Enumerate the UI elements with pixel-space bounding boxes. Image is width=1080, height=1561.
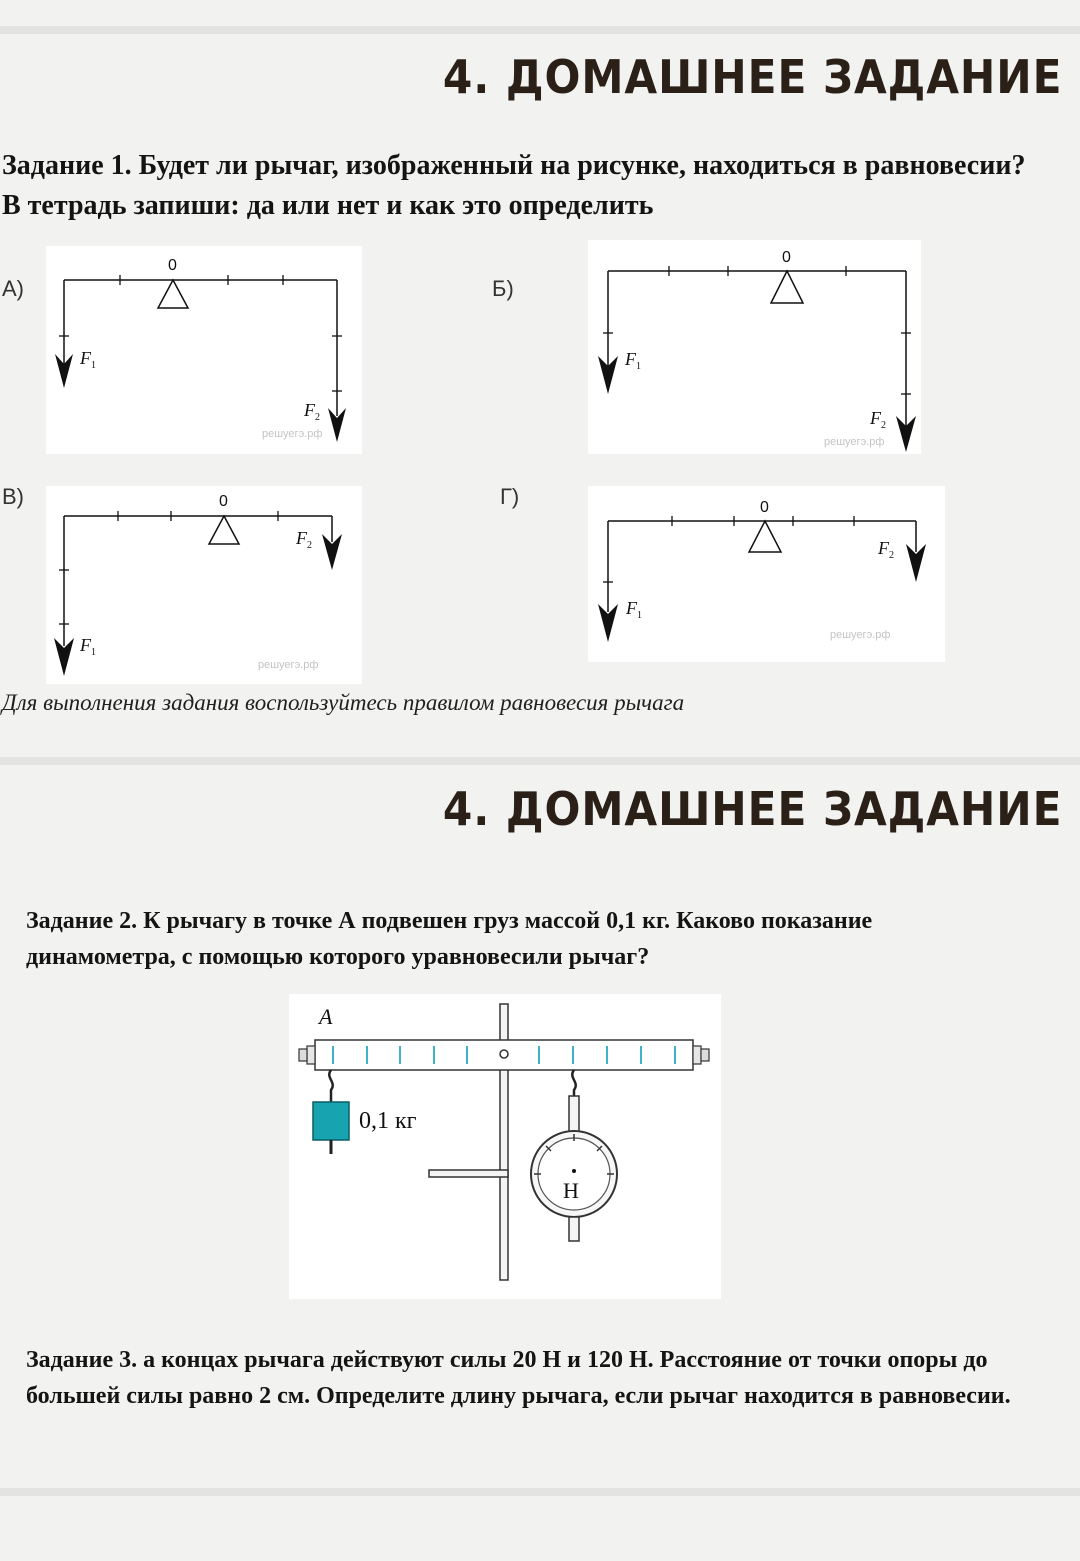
top-separator: [0, 26, 1080, 34]
option-b-label: Б): [492, 276, 514, 301]
pivot-zero-label: 0: [782, 249, 791, 266]
bottom-separator: [0, 1488, 1080, 1496]
option-v-label: В): [2, 484, 24, 509]
pivot-zero-label: 0: [760, 499, 769, 516]
force-f1-label: $F_1$: [625, 349, 641, 372]
slide2-title: 4. ДОМАШНЕЕ ЗАДАНИЕ: [442, 782, 1062, 836]
figure-option-v: [46, 486, 362, 684]
figure-option-b: [588, 240, 921, 454]
watermark: решуегэ.рф: [830, 629, 891, 641]
hint-note: Для выполнения задания воспользуйтесь правилом равновесия рычага: [2, 690, 685, 715]
pivot-zero-label: 0: [219, 493, 228, 510]
force-f2-label: $F_2$: [304, 400, 320, 423]
task2-text: Задание 2. К рычагу в точке А подвешен груз массой 0,1 кг. Каково показание динамометра, с помощью которого уравновесили рычаг?: [26, 908, 873, 970]
force-f1-label: $F_1$: [80, 635, 96, 658]
watermark: решуегэ.рф: [262, 428, 323, 440]
force-f2-label: $F_2$: [296, 528, 312, 551]
option-g-label: Г): [500, 484, 520, 509]
force-f2-label: $F_2$: [878, 538, 894, 561]
task3-text: Задание 3. а концах рычага действуют силы 20 Н и 120 Н. Расстояние от точки опоры до большей силы равно 2 см. Определите длину рычага, если рычаг находится в равновесии.: [26, 1347, 1011, 1409]
force-f1-label: $F_1$: [626, 598, 642, 621]
option-a-label: А): [2, 276, 24, 301]
figure-option-g: [588, 486, 945, 662]
slide1-title: 4. ДОМАШНЕЕ ЗАДАНИЕ: [442, 50, 1062, 104]
force-f1-label: $F_1$: [80, 348, 96, 371]
mass-label: 0,1 кг: [359, 1108, 417, 1134]
figure-lever-dynamometer: [289, 994, 721, 1299]
unit-label: Н: [563, 1178, 579, 1203]
watermark: решуегэ.рф: [824, 436, 885, 448]
figure-option-a: [46, 246, 362, 454]
slide-separator: [0, 757, 1080, 765]
force-f2-label: $F_2$: [870, 408, 886, 431]
pivot-zero-label: 0: [168, 257, 177, 274]
watermark: решуегэ.рф: [258, 659, 319, 671]
task1-text: Задание 1. Будет ли рычаг, изображенный на рисунке, находиться в равновесии? В тетрадь запиши: да или нет и как это определить: [2, 150, 1026, 221]
point-a-label: A: [319, 1004, 333, 1029]
